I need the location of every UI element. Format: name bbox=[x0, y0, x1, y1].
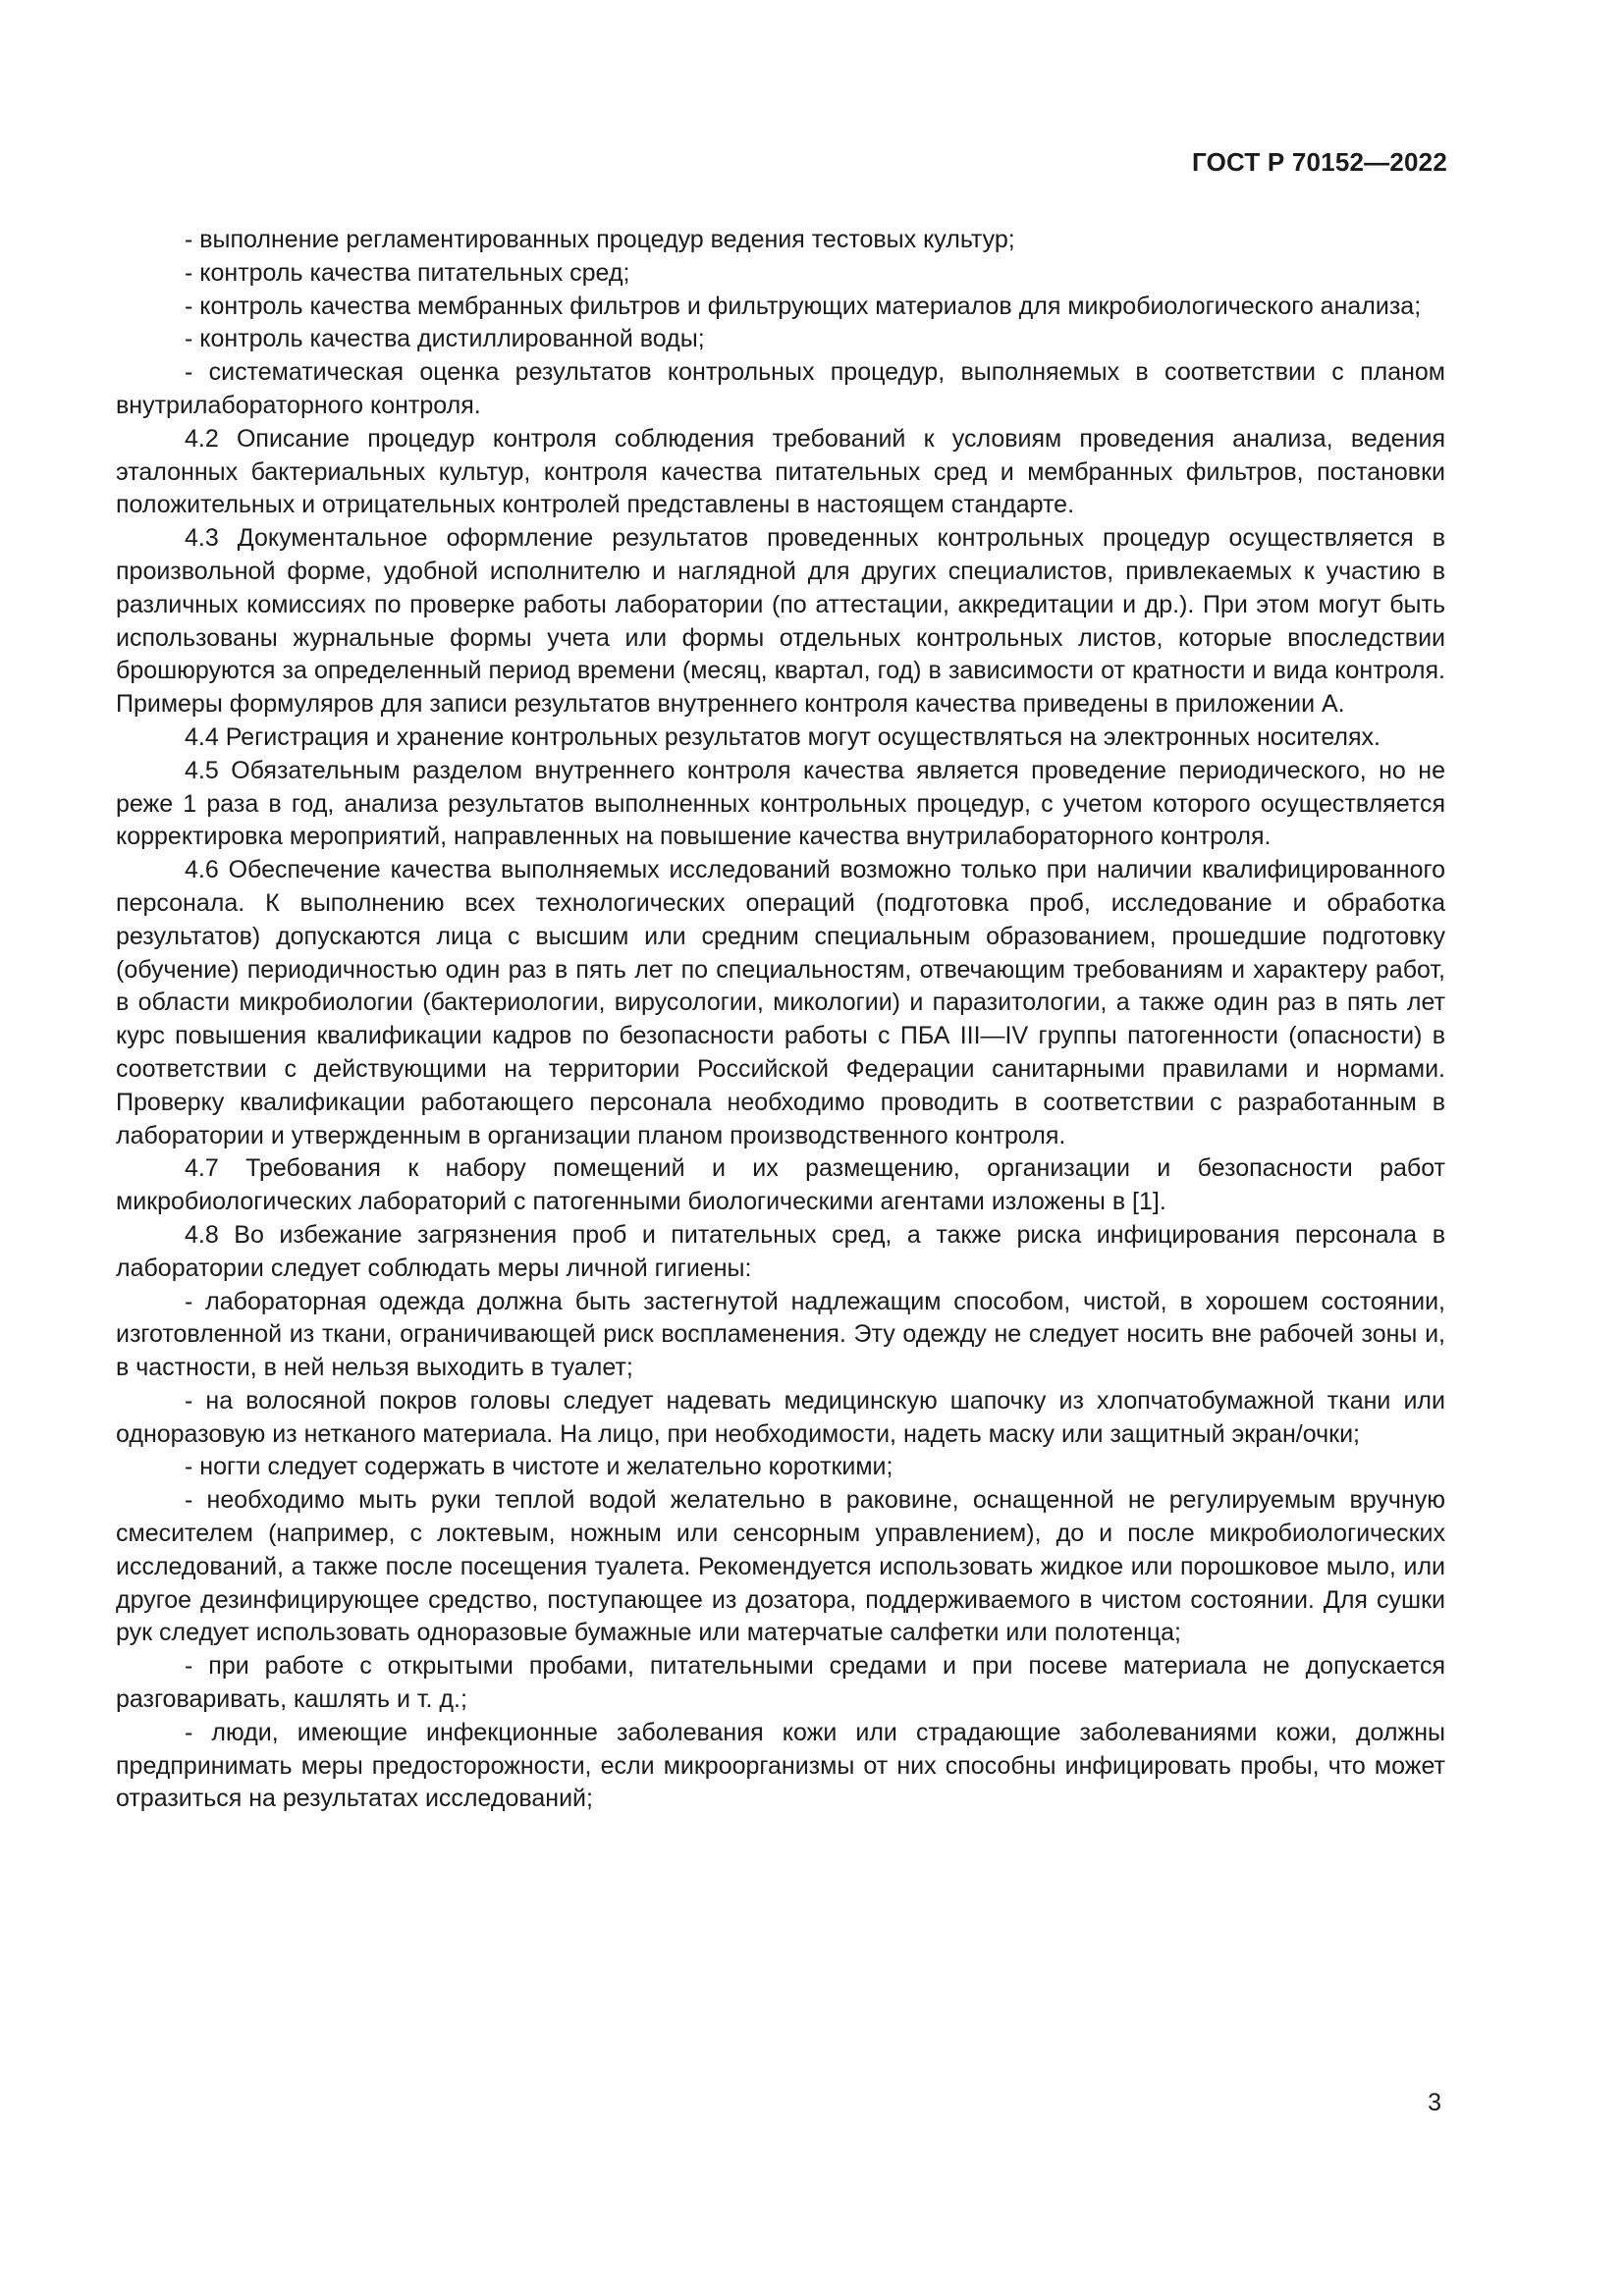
clause-4-8: 4.8 Во избежание загрязнения проб и питательных сред, а также риска инфицирования персонала в лаборатории следует соблюдать меры личной гигиены: bbox=[116, 1220, 1445, 1282]
list-item: - при работе с открытыми пробами, питательными средами и при посеве материала не допускается разговаривать, кашлять и т. д.; bbox=[116, 1652, 1445, 1714]
standard-designation: ГОСТ Р 70152—2022 bbox=[1192, 147, 1447, 177]
list-item: - на волосяной покров головы следует надевать медицинскую шапочку из хлопчатобумажной ткани или одноразовую из нетканого материала. На лицо, при необходимости, надеть маску или защитный экран/очки; bbox=[116, 1386, 1445, 1448]
list-item: - выполнение регламентированных процедур ведения тестовых культур; bbox=[185, 226, 1015, 253]
list-item: - необходимо мыть руки теплой водой желательно в раковине, оснащенной не регулируемым вручную смесителем (например, с локтевым, ножным или сенсорным управлением), до и после микробиологических исследований, а также после посещения туалета. Рекомендуется использовать жидкое или порошковое мыло, или другое дезинфицирующее средство, поступающее из дозатора, поддерживаемого в чистом состоянии. Для сушки рук следует использовать одноразовые бумажные или матерчатые салфетки или полотенца; bbox=[116, 1486, 1445, 1647]
list-item: - контроль качества питательных сред; bbox=[185, 258, 630, 287]
clause-4-6: 4.6 Обеспечение качества выполняемых исследований возможно только при наличии квалифицированного персонала. К выполнению всех технологических операций (подготовка проб, исследование и обработка результатов) допускаются лица с высшим или средним специальным образованием, прошедшие подготовку (обучение) периодичностью один раз в пять лет по специальностям, отвечающим требованиям и характеру работ, в области микробиологии (бактериологии, вирусологии, микологии) и паразитологии, а также один раз в пять лет курс повышения квалификации кадров по безопасности работы с ПБА III—IV группы патогенности (опасности) в соответствии с действующими на территории Российской Федерации санитарными правилами и нормами. Проверку квалификации работающего персонала необходимо проводить в соответствии с разработанным в лаборатории и утвержденным в организации планом производственного контроля. bbox=[116, 856, 1445, 1149]
page-number: 3 bbox=[1428, 2089, 1441, 2116]
document-body bbox=[116, 224, 1445, 1816]
clause-4-4: 4.4 Регистрация и хранение контрольных результатов могут осуществляться на электронных носителях. bbox=[185, 722, 1380, 751]
list-item: - ногти следует содержать в чистоте и желательно короткими; bbox=[185, 1453, 893, 1481]
clause-4-3: 4.3 Документальное оформление результатов проведенных контрольных процедур осуществляется в произвольной форме, удобной исполнителю и наглядной для других специалистов, привлекаемых к участию в различных комиссиях по проверке работы лаборатории (по аттестации, аккредитации и др.). При этом могут быть использованы журнальные формы учета или формы отдельных контрольных листов, которые впоследствии брошюруются за определенный период времени (месяц, квартал, год) в зависимости от кратности и вида контроля. Примеры формуляров для записи результатов внутреннего контроля качества приведены в приложении А. bbox=[116, 524, 1445, 719]
list-item: - систематическая оценка результатов контрольных процедур, выполняемых в соответствии с планом внутрилабораторного контроля. bbox=[116, 358, 1445, 419]
list-item: - контроль качества мембранных фильтров и фильтрующих материалов для микробиологического анализа; bbox=[185, 292, 1422, 320]
clause-4-5: 4.5 Обязательным разделом внутреннего контроля качества является проведение периодического, но не реже 1 раза в год, анализа результатов выполненных контрольных процедур, с учетом которого осуществляется корректировка мероприятий, направленных на повышение качества внутрилабораторного контроля. bbox=[116, 756, 1445, 851]
clause-4-2: 4.2 Описание процедур контроля соблюдения требований к условиям проведения анализа, ведения эталонных бактериальных культур, контроля качества питательных сред и мембранных фильтров, постановки положительных и отрицательных контролей представлены в настоящем стандарте. bbox=[116, 424, 1445, 519]
list-item: - контроль качества дистиллированной воды; bbox=[185, 325, 705, 353]
list-item: - лабораторная одежда должна быть застегнутой надлежащим способом, чистой, в хорошем состоянии, изготовленной из ткани, ограничивающей риск воспламенения. Эту одежду не следует носить вне рабочей зоны и, в частности, в ней нельзя выходить в туалет; bbox=[116, 1287, 1445, 1382]
list-item: - люди, имеющие инфекционные заболевания кожи или страдающие заболеваниями кожи, должны предпринимать меры предосторожности, если микроорганизмы от них способны инфицировать пробы, что может отразиться на результатах исследований; bbox=[116, 1718, 1445, 1813]
clause-4-7: 4.7 Требования к набору помещений и их размещению, организации и безопасности работ микробиологических лабораторий с патогенными биологическими агентами изложены в [1]. bbox=[116, 1154, 1445, 1216]
